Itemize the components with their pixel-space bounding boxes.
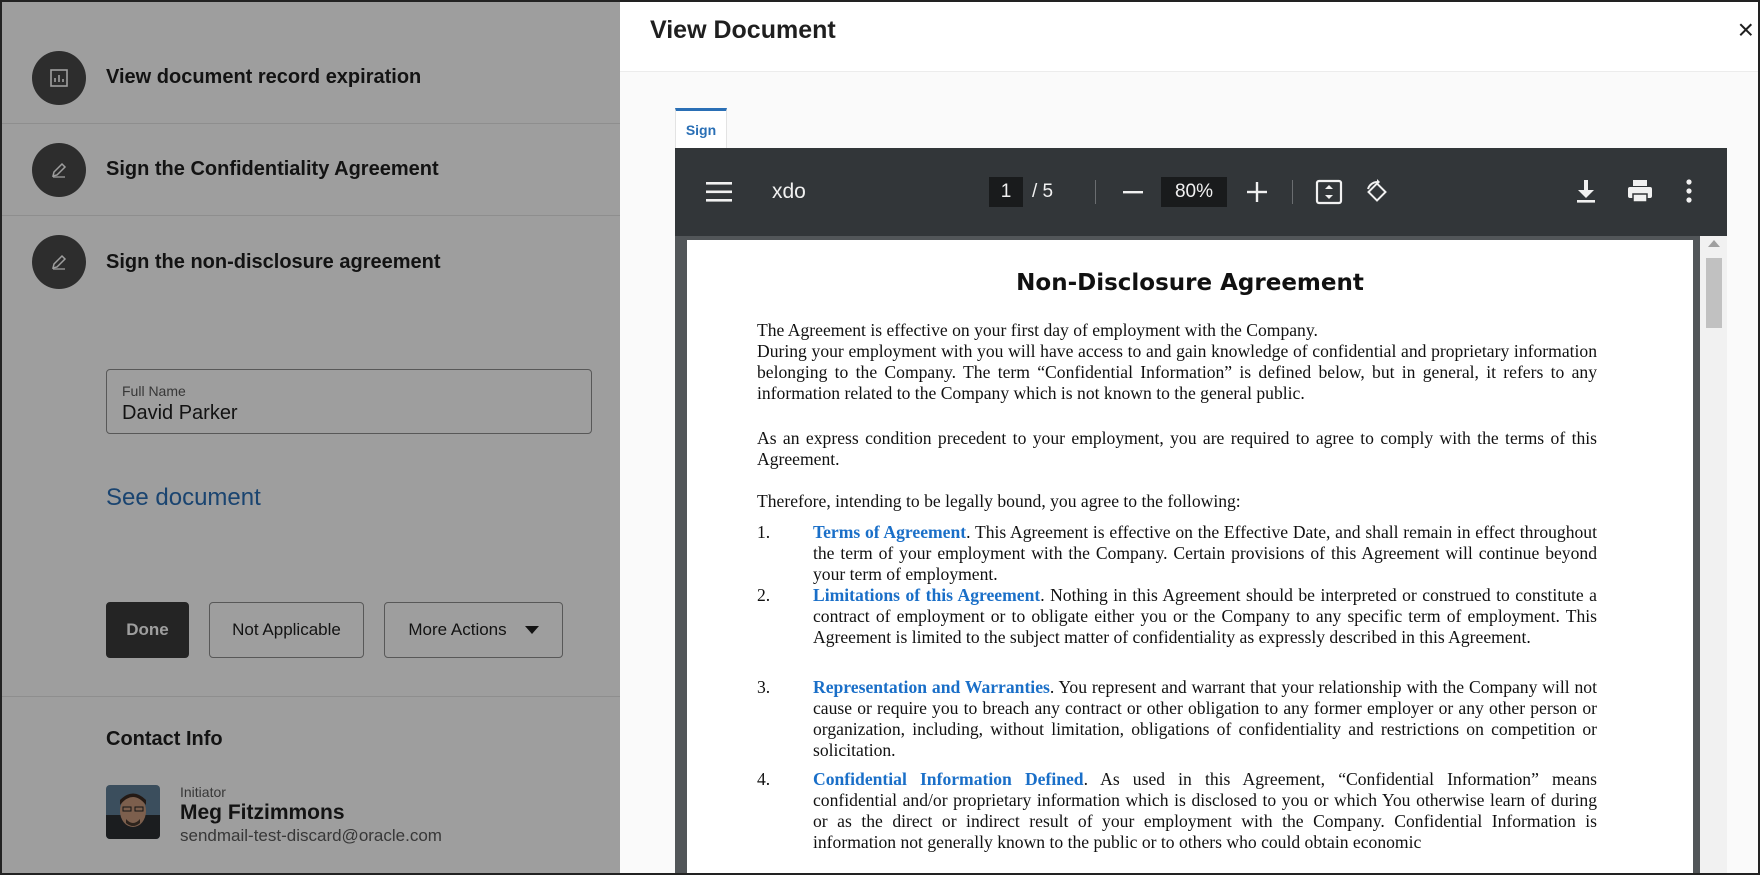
zoom-out-icon[interactable] bbox=[1121, 182, 1145, 202]
page-number-input[interactable]: 1 bbox=[989, 177, 1023, 207]
zoom-in-icon[interactable] bbox=[1246, 181, 1268, 203]
clause-number: 1. bbox=[757, 522, 771, 542]
menu-icon[interactable] bbox=[705, 181, 733, 203]
pdf-page-area[interactable] bbox=[675, 236, 1727, 875]
scroll-thumb[interactable] bbox=[1706, 258, 1722, 328]
modal-scrim[interactable] bbox=[2, 2, 620, 875]
clause-heading: Terms of Agreement bbox=[813, 522, 967, 542]
more-actions-label: More Actions bbox=[408, 620, 507, 639]
clause-number: 4. bbox=[757, 769, 771, 789]
print-icon[interactable] bbox=[1625, 178, 1655, 204]
contact-info-heading: Contact Info bbox=[106, 728, 223, 750]
separator bbox=[1095, 180, 1096, 204]
more-vert-icon[interactable] bbox=[1682, 178, 1696, 204]
pdf-scrollbar[interactable] bbox=[1700, 236, 1727, 875]
fit-page-icon[interactable] bbox=[1315, 179, 1343, 205]
drawer-header bbox=[620, 2, 1760, 72]
rotate-icon[interactable] bbox=[1363, 178, 1391, 206]
task-label: View document record expiration bbox=[106, 66, 422, 88]
clause-body bbox=[813, 677, 1597, 761]
full-name-label: Full Name bbox=[122, 383, 186, 399]
clause-heading: Limitations of this Agreement bbox=[813, 585, 1041, 605]
full-name-value: David Parker bbox=[122, 402, 238, 424]
task-panel bbox=[2, 2, 620, 875]
view-document-drawer bbox=[620, 2, 1760, 875]
done-button[interactable]: Done bbox=[106, 602, 189, 658]
document-paragraph: The Agreement is effective on your first day of employment with the Company. bbox=[757, 320, 1318, 340]
clause-number: 2. bbox=[757, 585, 771, 605]
clause-number: 3. bbox=[757, 677, 771, 697]
separator bbox=[1292, 180, 1293, 204]
document-title: Non-Disclosure Agreement bbox=[1016, 270, 1364, 296]
clause-body bbox=[813, 522, 1597, 585]
contact-email: sendmail-test-discard@oracle.com bbox=[180, 826, 442, 845]
task-label: Sign the non-disclosure agreement bbox=[106, 250, 441, 273]
tab-sign[interactable]: Sign bbox=[675, 108, 727, 148]
page-total: / 5 bbox=[1032, 181, 1054, 202]
document-paragraph: As an express condition precedent to your employment, you are required to agree to comply with the terms of this Agreement. bbox=[757, 428, 1597, 469]
close-icon[interactable]: × bbox=[1737, 14, 1754, 45]
clause-body bbox=[813, 769, 1597, 853]
clause-text: . Nothing in this Agreement should be interpreted or construed to constitute a contract of employment or to obligate either you or the Company to any specific term of employment. This Agreement is limited to the subject matter of confidentiality as expressly described in this Agreement. bbox=[813, 585, 1597, 647]
pdf-toolbar bbox=[675, 148, 1727, 236]
clause-text: . This Agreement is effective on the Effective Date, and shall remain in effect throughout the term of your employment with the Company. Certain provisions of this Agreement will continue beyond your term of employment. bbox=[813, 522, 1597, 584]
pdf-viewer bbox=[675, 148, 1727, 875]
contact-name: Meg Fitzimmons bbox=[180, 801, 345, 824]
clause-text: . You represent and warrant that your relationship with the Company will not cause or require you to breach any contract or other obligation to any former employer or any other person or organization, including, without limitation, obligations of confidentiality and restrictions on competition or solicitation. bbox=[813, 677, 1597, 760]
pdf-document-name: xdo bbox=[772, 180, 806, 203]
zoom-level-input[interactable]: 80% bbox=[1161, 177, 1227, 207]
download-icon[interactable] bbox=[1573, 178, 1599, 204]
not-applicable-button[interactable]: Not Applicable bbox=[209, 602, 364, 658]
scroll-up-icon[interactable] bbox=[1708, 240, 1720, 247]
document-paragraph: During your employment with you will have access to and gain knowledge of confidential and proprietary information belonging to the Company. The term “Confidential Information” is defined below, but in general, it refers to any information related to the Company which is not known to the general public. bbox=[757, 341, 1597, 403]
task-label: Sign the Confidentiality Agreement bbox=[106, 158, 439, 180]
document-paragraph: Therefore, intending to be legally bound, you agree to the following: bbox=[757, 491, 1241, 511]
clause-heading: Confidential Information Defined bbox=[813, 769, 1084, 789]
clause-text: . As used in this Agreement, “Confidential Information” means confidential and/or proprietary information which is disclosed to you or which You otherwise learn of during or as the direct or indirect result of your employment with the Company. Confidential Information is information not generally known to the public or to others who could obtain economic bbox=[813, 769, 1597, 852]
clause-heading: Representation and Warranties bbox=[813, 677, 1050, 697]
clause-body bbox=[813, 585, 1597, 648]
drawer-title: View Document bbox=[650, 16, 836, 44]
pdf-page bbox=[687, 240, 1693, 875]
contact-role: Initiator bbox=[180, 784, 226, 800]
see-document-link[interactable]: See document bbox=[106, 484, 261, 511]
